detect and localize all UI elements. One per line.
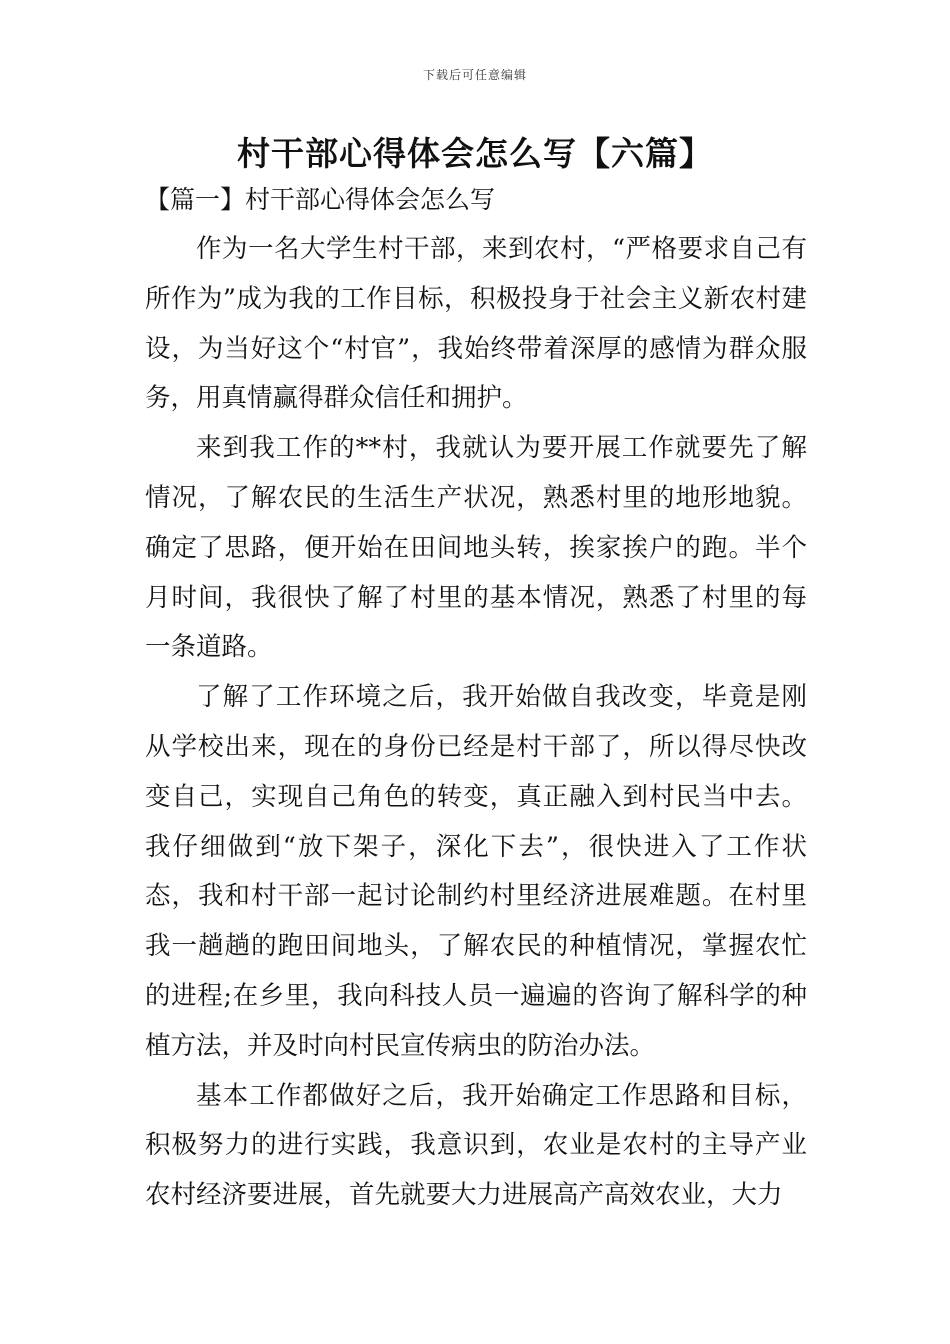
paragraph: 基本工作都做好之后，我开始确定工作思路和目标，积极努力的进行实践，我意识到，农业是农村的主导产业农村经济要进展，首先就要大力进展高产高效农业，大力 bbox=[145, 1080, 807, 1211]
header-note: 下载后可任意编辑 bbox=[422, 68, 527, 82]
section-heading: 【篇一】村干部心得体会怎么写 bbox=[145, 185, 496, 214]
paragraph: 来到我工作的**村，我就认为要开展工作就要先了解情况，了解农民的生活生产状况，熟悉村里的地形地貌。确定了思路，便开始在田间地头转，挨家挨户的跑。半个月时间，我很快了解了村里的基本情况，熟悉了村里的每一条道路。 bbox=[145, 433, 807, 663]
document-body bbox=[145, 225, 807, 1221]
paragraph: 了解了工作环境之后，我开始做自我改变，毕竟是刚从学校出来，现在的身份已经是村干部了，所以得尽快改变自己，实现自己角色的转变，真正融入到村民当中去。我仔细做到“放下架子，深化下去”，很快进入了工作状态，我和村干部一起讨论制约村里经济进展难题。在村里我一趟趟的跑田间地头，了解农民的种植情况，掌握农忙的进程;在乡里，我向科技人员一遍遍的咨询了解科学的种植方法，并及时向村民宣传病虫的防治办法。 bbox=[145, 682, 807, 1061]
document-title: 村干部心得体会怎么写【六篇】 bbox=[237, 134, 713, 173]
paragraph: 作为一名大学生村干部，来到农村，“严格要求自己有所作为”成为我的工作目标，积极投身于社会主义新农村建设，为当好这个“村官”，我始终带着深厚的感情为群众服务，用真情赢得群众信任和拥护。 bbox=[145, 234, 807, 414]
